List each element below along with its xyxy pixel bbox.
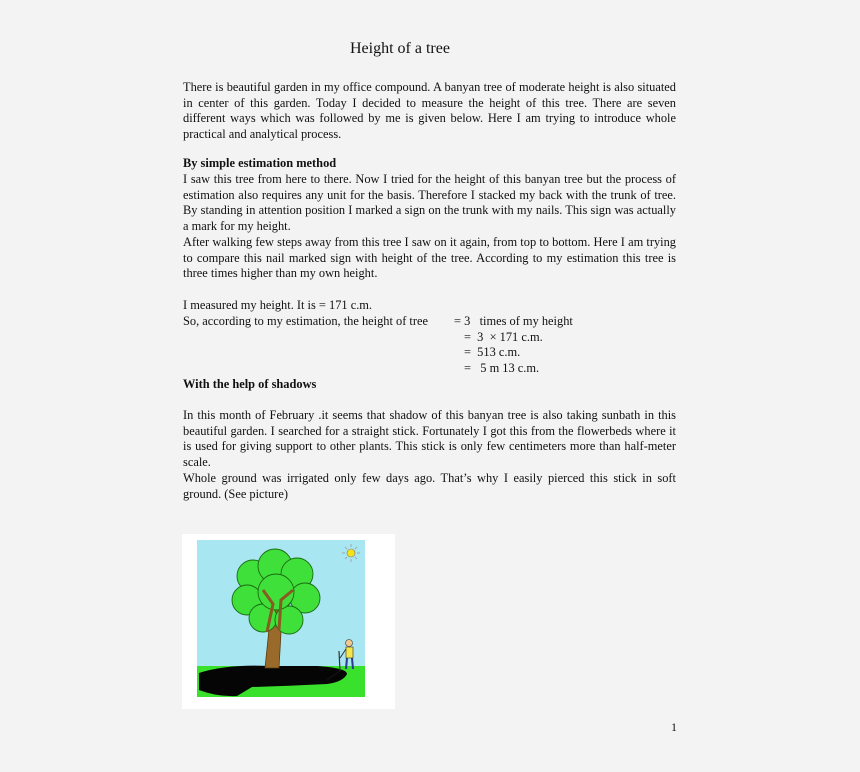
garden-scene-image bbox=[197, 540, 365, 697]
section-heading-shadows: With the help of shadows bbox=[183, 377, 317, 391]
estimation-paragraph-1: I saw this tree from here to there. Now I tried for the height of this banyan tree but the process of estimation also requires any unit for the basis. Therefore I stacked my back with the trunk of tree. By standing in attention position I marked a sign on the trunk with my nails. This sign was actually a mark for my height. bbox=[183, 172, 676, 234]
height-measurement-line: I measured my height. It is = 171 c.m. bbox=[183, 298, 373, 312]
calculation-row-1: = 3 times of my height bbox=[454, 314, 573, 328]
shadows-paragraph-2: Whole ground was irrigated only few days ago. That’s why I easily pierced this stick in soft ground. (See picture) bbox=[183, 471, 676, 501]
calculation-row-2: = 3 × 171 c.m. bbox=[464, 330, 543, 344]
shadows-paragraph-1: In this month of February .it seems that shadow of this banyan tree is also taking sunbath in this beautiful garden. I searched for a straight stick. Fortunately I got this from the flowerbeds where it is used for giving support to other plants. This stick is only few centimeters more than half-meter scale. bbox=[183, 408, 676, 470]
section-heading-estimation: By simple estimation method bbox=[183, 156, 337, 170]
page-title: Height of a tree bbox=[350, 40, 450, 57]
intro-paragraph: There is beautiful garden in my office compound. A banyan tree of moderate height is also situated in center of this garden. Today I decided to measure the height of this tree. There are seven different ways which was followed by me is given below. Here I am trying to introduce whole practical and analytical process. bbox=[183, 80, 676, 142]
page-number: 1 bbox=[671, 720, 677, 734]
tree-shadow-illustration bbox=[182, 534, 395, 709]
calculation-lead: So, according to my estimation, the height of tree bbox=[183, 314, 428, 328]
calculation-row-3: = 513 c.m. bbox=[464, 345, 521, 359]
estimation-paragraph-2: After walking few steps away from this tree I saw on it again, from top to bottom. Here I am trying to compare this nail marked sign with height of the tree. According to my estimation this tree is three times higher than my own height. bbox=[183, 235, 676, 281]
calculation-row-4: = 5 m 13 c.m. bbox=[464, 361, 540, 375]
